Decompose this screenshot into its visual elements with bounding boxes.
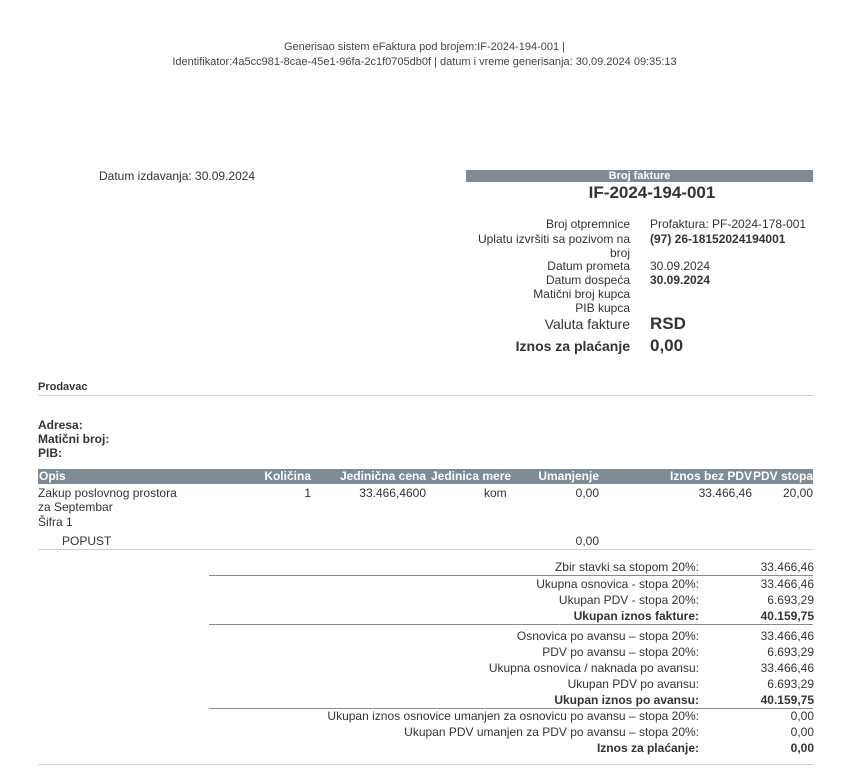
payment-reference-label: Uplatu izvršiti sa pozivom na broj [477,232,630,260]
invoice-total-value: 40.159,75 [760,609,814,623]
item-vat-rate: 20,00 [782,486,813,500]
seller-pib-label: PIB: [38,446,62,460]
item-quantity: 1 [304,486,311,500]
reduced-vat-label: Ukupan PDV umanjen za PDV po avansu – stopa 20%: [404,725,699,739]
delivery-note-label: Broj otpremnice [545,217,630,231]
advance-total-value: 40.159,75 [760,693,814,707]
amount-due-label: Iznos za plaćanje [515,338,630,354]
buyer-reg-number-label: Matični broj kupca [533,287,630,301]
reduced-base-value: 0,00 [790,709,814,723]
reduced-base-label: Ukupan iznos osnovice umanjen za osnovicu po avansu – stopa 20%: [327,709,699,723]
identifier-line: Identifikator:4a5cc981-8cae-45e1-96fa-2c1f0705db0f | datum i vreme generisanja: 30.09.2024 09:35:13 [172,56,677,68]
seller-divider [38,395,813,396]
total-vat-20-value: 6.693,29 [767,593,814,607]
col-vat-rate: PDV stopa [752,469,813,483]
advance-total-base-label: Ukupna osnovica / naknada po avansu: [488,661,699,675]
seller-reg-number-label: Matični broj: [38,432,110,446]
due-date-label: Datum dospeća [545,273,630,287]
discount-label: POPUST [62,534,112,548]
advance-total-vat-label: Ukupan PDV po avansu: [567,677,699,691]
final-amount-value: 0,00 [790,741,814,755]
currency-label: Valuta fakture [544,316,630,332]
due-date-value: 30.09.2024 [650,273,711,287]
summary-divider-1 [209,575,813,576]
advance-total-base-value: 33.466,46 [760,661,814,675]
col-amount-excl-vat: Iznos bez PDV [669,469,752,483]
currency-value: RSD [650,314,686,333]
turnover-date-value: 30.09.2024 [650,259,711,273]
item-unit-price: 33.466,4600 [359,486,426,500]
advance-vat-20-value: 6.693,29 [767,645,814,659]
reduced-vat-value: 0,00 [790,725,814,739]
col-unit-price: Jedinična cena [339,469,426,483]
amount-due-value: 0,00 [650,336,684,355]
discount-value: 0,00 [575,534,599,548]
delivery-note-value: Profaktura: PF-2024-178-001 [650,217,807,231]
advance-base-20-label: Osnovica po avansu – stopa 20%: [516,629,699,643]
issue-date: Datum izdavanja: 30.09.2024 [99,169,256,183]
advance-base-20-value: 33.466,46 [760,629,814,643]
advance-total-vat-value: 6.693,29 [767,677,814,691]
col-unit-measure: Jedinica mere [431,469,512,483]
invoice-number: IF-2024-194-001 [588,183,716,202]
item-amount-excl-vat: 33.466,46 [698,486,752,500]
item-description-line2: za Septembar [38,500,113,514]
total-base-20-value: 33.466,46 [760,577,814,591]
seller-title: Prodavac [38,381,88,393]
turnover-date-label: Datum prometa [547,259,630,273]
buyer-pib-label: PIB kupca [575,301,630,315]
advance-vat-20-label: PDV po avansu – stopa 20%: [542,645,699,659]
seller-address-label: Adresa: [38,418,83,432]
col-discount: Umanjenje [538,469,599,483]
col-quantity: Količina [264,469,311,483]
item-code: Šifra 1 [38,515,73,529]
advance-total-label: Ukupan iznos po avansu: [554,693,699,707]
total-base-20-label: Ukupna osnovica - stopa 20%: [536,577,699,591]
total-vat-20-label: Ukupan PDV - stopa 20%: [558,593,699,607]
col-description: Opis [39,469,66,483]
invoice-box-title: Broj fakture [466,170,813,182]
sum-items-20-label: Zbir stavki sa stopom 20%: [554,560,699,574]
table-bottom-divider [38,549,813,550]
item-unit-measure: kom [484,486,507,500]
item-discount: 0,00 [575,486,599,500]
sum-items-20-value: 33.466,46 [760,560,814,574]
item-description-line1: Zakup poslovnog prostora [38,486,177,500]
invoice-total-label: Ukupan iznos fakture: [573,609,699,623]
summary-divider-2 [209,624,813,625]
generated-by-line: Generisao sistem eFaktura pod brojem:IF-2024-194-001 | [283,41,566,53]
payment-reference-value: (97) 26-18152024194001 [650,232,786,246]
page-bottom-divider [38,764,813,765]
final-amount-label: Iznos za plaćanje: [596,741,699,755]
